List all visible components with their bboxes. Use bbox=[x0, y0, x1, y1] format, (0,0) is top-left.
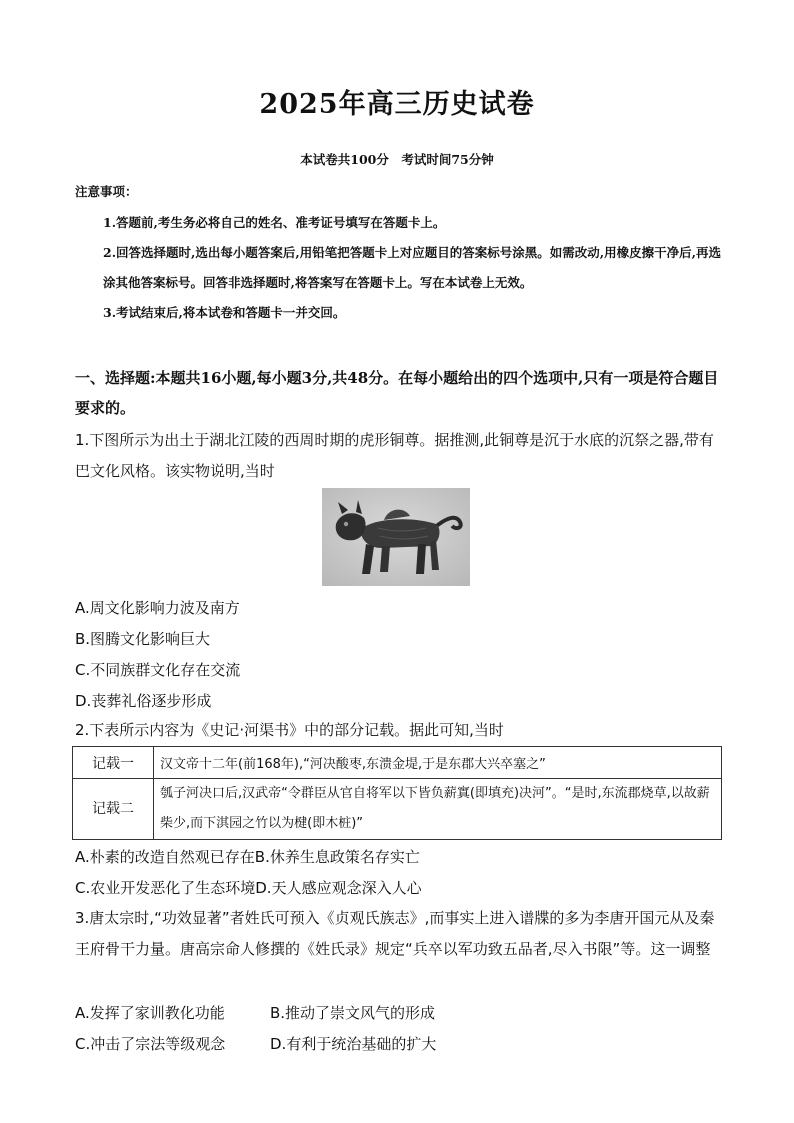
note-text: 1.答题前,考生务必将自己的姓名、准考证号填写在答题卡上。 bbox=[103, 215, 446, 230]
section-heading: 一、选择题:本题共16小题,每小题3分,共48分。在每小题给出的四个选项中,只有一项是符合题目要求的。 bbox=[75, 369, 719, 417]
question-2-option-d: D.天人感应观念深入人心 bbox=[255, 879, 422, 897]
exam-title: 2025年高三历史试卷 bbox=[259, 89, 535, 120]
note-item bbox=[75, 238, 725, 298]
question-2-stem: 2.下表所示内容为《史记·河渠书》中的部分记载。据此可知,当时 bbox=[75, 721, 504, 739]
record-label: 记载二 bbox=[73, 779, 154, 840]
question-3-option-a: A.发挥了家训教化功能 bbox=[75, 1004, 225, 1022]
note-text: 2.回答选择题时,选出每小题答案后,用铅笔把答题卡上对应题目的答案标号涂黑。如需改动,用橡皮擦干净后,再选涂其他答案标号。回答非选择题时,将答案写在答题卡上。写在本试卷上无效。 bbox=[103, 245, 721, 290]
question-3-option-b: B.推动了崇文风气的形成 bbox=[270, 1004, 436, 1022]
tiger-bronze-zun-image bbox=[322, 488, 470, 586]
table-row bbox=[73, 779, 722, 840]
record-text: 汉文帝十二年(前168年),“河决酸枣,东溃金堤,于是东郡大兴卒塞之” bbox=[154, 747, 722, 779]
question-1-option-b: B.图腾文化影响巨大 bbox=[75, 630, 211, 648]
question-2-options-row-1 bbox=[75, 846, 420, 867]
table-row bbox=[73, 747, 722, 779]
note-item bbox=[75, 208, 725, 238]
question-2-option-c: C.农业开发恶化了生态环境 bbox=[75, 879, 256, 897]
question-1-option-c: C.不同族群文化存在交流 bbox=[75, 661, 241, 679]
question-3-stem: 3.唐太宗时,“功效显著”者姓氏可预入《贞观氏族志》,而事实上进入谱牒的多为李唐开国元从及秦王府骨干力量。唐高宗命人修撰的《姓氏录》规定“兵卒以军功致五品者,尽入书限”等。这一调整 bbox=[75, 909, 715, 958]
record-label: 记载一 bbox=[73, 747, 154, 779]
note-item bbox=[75, 298, 725, 328]
record-text: 瓠子河决口后,汉武帝“令群臣从官自将军以下皆负薪窴(即填充)决河”。“是时,东流郡烧草,以故薪柴少,而下淇园之竹以为楗(即木桩)” bbox=[154, 779, 722, 840]
question-1-stem: 1.下图所示为出土于湖北江陵的西周时期的虎形铜尊。据推测,此铜尊是沉于水底的沉祭之器,带有巴文化风格。该实物说明,当时 bbox=[75, 431, 714, 480]
question-3-option-c: C.冲击了宗法等级观念 bbox=[75, 1035, 226, 1053]
notes-heading: 注意事项： bbox=[75, 184, 138, 199]
question-2-options-row-2 bbox=[75, 877, 422, 898]
question-3-option-d: D.有利于统治基础的扩大 bbox=[270, 1035, 437, 1053]
question-1-option-a: A.周文化影响力波及南方 bbox=[75, 599, 240, 617]
question-1-option-d: D.丧葬礼俗逐步形成 bbox=[75, 692, 212, 710]
question-2-option-a: A.朴素的改造自然观已存在 bbox=[75, 848, 255, 866]
exam-subtitle: 本试卷共100分 考试时间75分钟 bbox=[300, 152, 494, 167]
question-2-option-b: B.休养生息政策名存实亡 bbox=[254, 848, 420, 866]
records-table bbox=[72, 746, 722, 840]
note-text: 3.考试结束后,将本试卷和答题卡一并交回。 bbox=[103, 305, 346, 320]
